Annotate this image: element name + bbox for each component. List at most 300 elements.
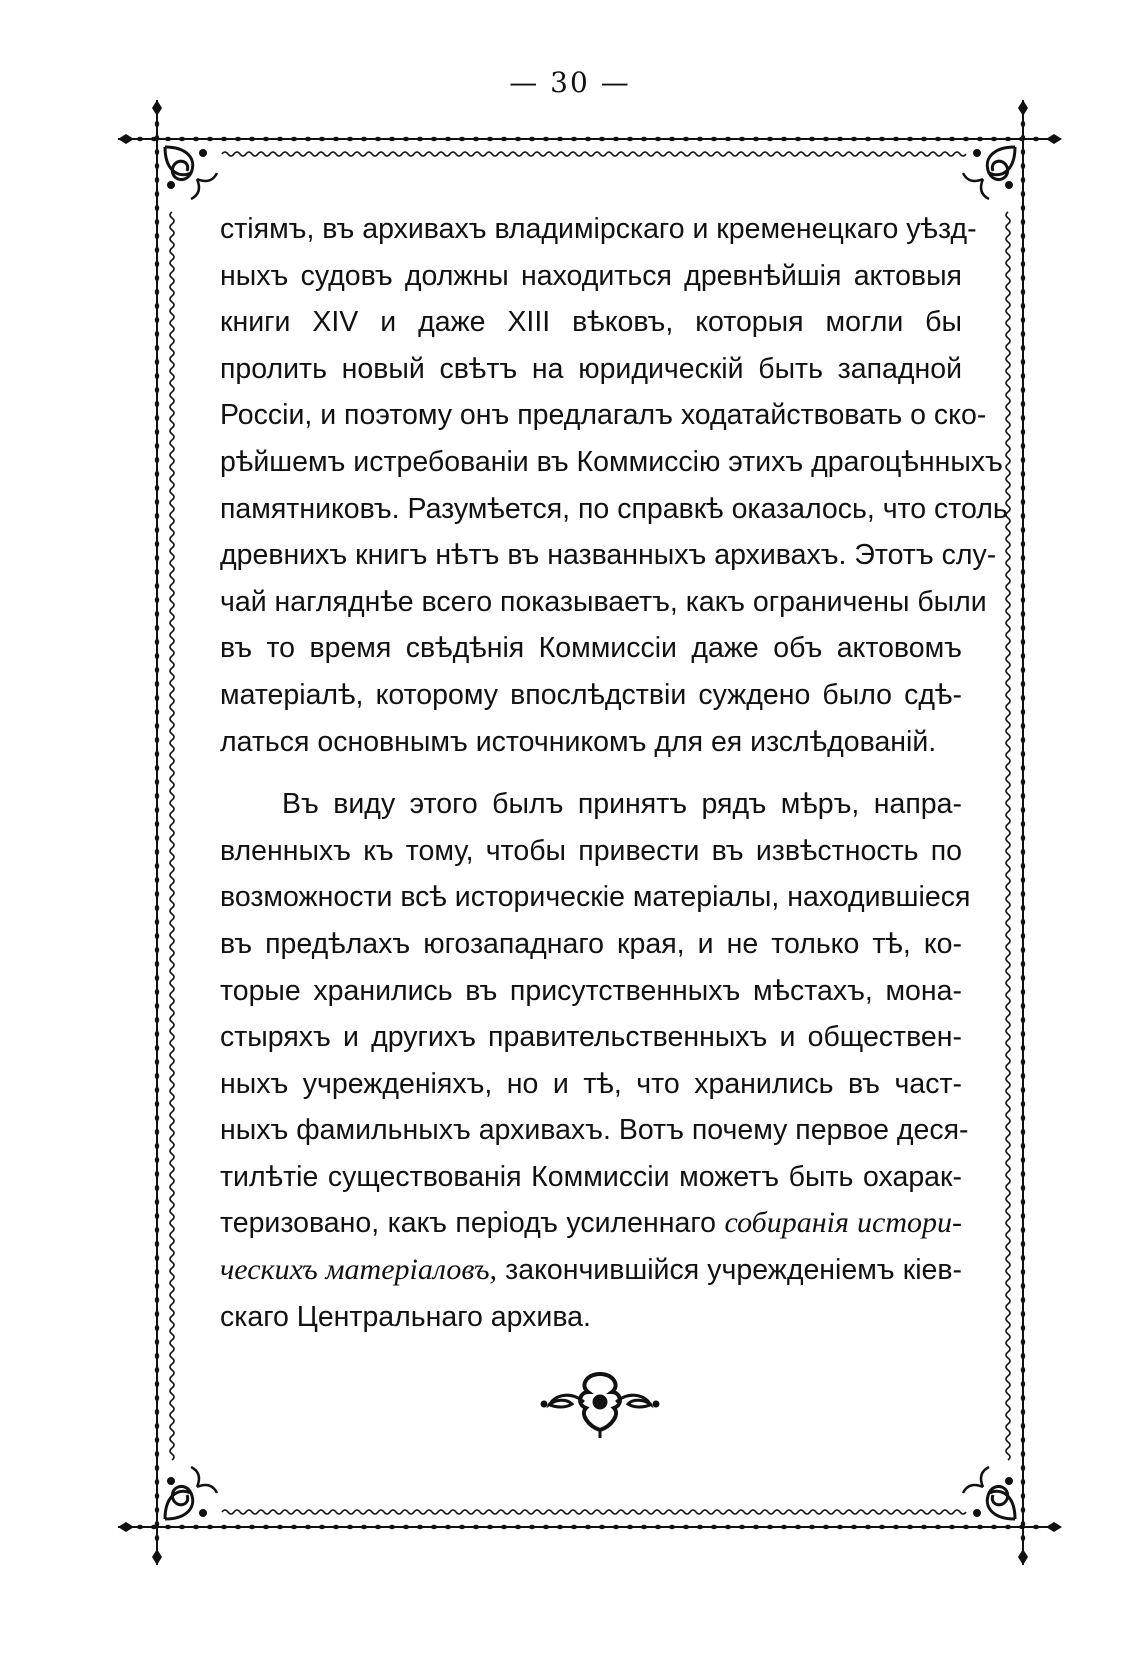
frame-bead [155,1325,159,1331]
frame-bead [1021,1283,1025,1289]
frame-bead [207,137,213,141]
frame-bead [501,137,507,141]
frame-bead [137,1525,143,1529]
frame-bead [155,849,159,855]
frame-bead [1021,905,1025,911]
frame-bead [809,1525,815,1529]
frame-bead [347,1525,353,1529]
frame-bead [305,137,311,141]
frame-bead [1021,569,1025,575]
frame-bead [935,1525,941,1529]
frame-bead [753,1525,759,1529]
frame-bead [711,1525,717,1529]
frame-bead [235,1525,241,1529]
frame-bead [137,137,143,141]
frame-bead [907,1525,913,1529]
frame-bead [781,1525,787,1529]
frame-bead [1021,639,1025,645]
frame-bead [1021,653,1025,659]
frame-bead [1021,1031,1025,1037]
frame-bead [1021,1185,1025,1191]
frame-bead [1021,345,1025,351]
frame-bead [1021,1339,1025,1345]
text-line: ныхъ фамильныхъ архивахъ. Вотъ почему первое деся- [220,1114,969,1147]
frame-bead [155,345,159,351]
frame-bead [585,1525,591,1529]
frame-bead [1021,681,1025,687]
frame-bead [155,1521,159,1527]
frame-bead [155,1003,159,1009]
italic-segment: ческихъ матеріаловъ, [220,1253,498,1287]
frame-bead [1033,137,1039,141]
frame-bead [1021,149,1025,155]
frame-bead [155,1213,159,1219]
frame-bead [1021,849,1025,855]
frame-bead [669,137,675,141]
frame-bead [627,1525,633,1529]
frame-bead [417,137,423,141]
frame-bead [155,821,159,827]
text-line: возможности всѣ историческіе матеріалы, находившіеся [220,881,971,914]
frame-bead [155,219,159,225]
text-line: рѣйшемъ истребованіи въ Коммиссію этихъ драгоцѣнныхъ [220,445,1003,478]
frame-bead [935,137,941,141]
corner-flourish-icon [963,147,1015,199]
frame-bead [795,1525,801,1529]
frame-bead [291,137,297,141]
frame-bead [1021,541,1025,547]
frame-bead [571,137,577,141]
frame-bead [1021,1199,1025,1205]
frame-bead [725,137,731,141]
frame-bead [1021,1115,1025,1121]
frame-bead [669,1525,675,1529]
frame-bead [1021,667,1025,673]
frame-bead [155,681,159,687]
frame-bead [1021,359,1025,365]
frame-bead [155,1185,159,1191]
frame-bead [179,137,185,141]
frame-bead [1021,793,1025,799]
frame-bead [1021,737,1025,743]
frame-bead [375,1525,381,1529]
frame-bead [1021,1255,1025,1261]
frame-bead [1021,723,1025,729]
frame-bead [473,137,479,141]
frame-bead [795,137,801,141]
frame-bead [155,1101,159,1107]
frame-bead [155,177,159,183]
frame-bead [1021,1409,1025,1415]
frame-bead [1021,1353,1025,1359]
frame-bead [155,1535,159,1541]
frame-bead [155,639,159,645]
frame-bead [155,1283,159,1289]
frame-bead [1021,779,1025,785]
frame-bead [487,1525,493,1529]
frame-bead [1021,1367,1025,1373]
frame-bead [739,1525,745,1529]
frame-bead [1021,387,1025,393]
frame-bead [823,137,829,141]
corner-flourish-icon [963,1467,1015,1519]
frame-bead [155,1395,159,1401]
text-line-mixed [220,1200,962,1247]
text-line: древнихъ книгъ нѣтъ въ названныхъ архивахъ. Этотъ слу- [220,539,997,572]
frame-bead [1021,765,1025,771]
frame-bead [155,1227,159,1233]
frame-bead [1021,835,1025,841]
frame-bead [571,1525,577,1529]
frame-bead [907,137,913,141]
frame-bead [1021,1087,1025,1093]
frame-bead [431,137,437,141]
text-line: ныхъ судовъ должны находиться древнѣйшія актовыя [220,259,962,292]
frame-bead [1021,1297,1025,1303]
text-line: стыряхъ и другихъ правительственныхъ и обществен- [220,1021,962,1054]
corner-flourish-icon [165,147,217,199]
italic-segment: собиранія истори- [724,1206,962,1240]
frame-bead [613,137,619,141]
body-text [220,206,1008,1340]
frame-bead [949,1525,955,1529]
frame-bead [155,961,159,967]
frame-bead [155,499,159,505]
frame-bead [851,137,857,141]
text-line-mixed [220,1247,962,1294]
frame-bead [305,1525,311,1529]
frame-bead [1021,1227,1025,1233]
frame-bead [155,919,159,925]
frame-bead [1021,499,1025,505]
frame-bead [865,1525,871,1529]
frame-bead [155,1423,159,1429]
frame-bead [879,137,885,141]
frame-bead [155,975,159,981]
frame-bead [155,625,159,631]
frame-bead [1021,1423,1025,1429]
frame-bead [1021,373,1025,379]
frame-bead [949,137,955,141]
vignette-icon [540,1368,660,1440]
frame-bead [879,1525,885,1529]
frame-bead [155,331,159,337]
frame-bead [1021,583,1025,589]
frame-bead [389,137,395,141]
frame-bead [155,275,159,281]
frame-bead [155,765,159,771]
frame-bead [155,233,159,239]
frame-bead [155,695,159,701]
frame-bead [543,1525,549,1529]
frame-bead [249,1525,255,1529]
frame-bead [1021,555,1025,561]
frame-bead [1033,1525,1039,1529]
frame-bead [155,1437,159,1443]
frame-bead [1021,457,1025,463]
frame-bead [1021,275,1025,281]
frame-bead [165,137,171,141]
frame-bead [1021,177,1025,183]
frame-bead [1021,807,1025,813]
frame-bead [1021,1521,1025,1527]
frame-bead [155,779,159,785]
frame-bead [473,1525,479,1529]
frame-bead [711,137,717,141]
frame-bead [193,1525,199,1529]
frame-bead [655,1525,661,1529]
frame-bead [155,793,159,799]
frame-bead [155,1199,159,1205]
frame-bead [291,1525,297,1529]
frame-bead [445,137,451,141]
frame-bead [1005,137,1011,141]
frame-bead [1021,1479,1025,1485]
frame-bead [851,1525,857,1529]
frame-bead [893,1525,899,1529]
frame-bead [557,137,563,141]
frame-bead [403,1525,409,1529]
frame-bead [599,137,605,141]
frame-bead [319,1525,325,1529]
text-line: въ предѣлахъ югозападнаго края, и не только тѣ, ко- [220,927,962,960]
frame-bead [155,373,159,379]
frame-bead [155,653,159,659]
frame-bead [155,387,159,393]
frame-bead [1021,163,1025,169]
frame-bead [155,1465,159,1471]
frame-bead [1021,1171,1025,1177]
frame-bead [361,137,367,141]
frame-bead [155,569,159,575]
frame-bead [155,709,159,715]
frame-bead [155,149,159,155]
frame-bead [543,137,549,141]
text-line: пролить новый свѣтъ на юридическій быть западной [220,352,962,385]
frame-bead [557,1525,563,1529]
frame-bead [599,1525,605,1529]
frame-bead [1021,191,1025,197]
frame-bead [977,137,983,141]
text-line: Россіи, и поэтому онъ предлагалъ ходатайствовать о ско- [220,399,987,432]
frame-bead [1021,1073,1025,1079]
frame-bead [1021,1507,1025,1513]
frame-bead [1021,289,1025,295]
frame-bead [155,1143,159,1149]
frame-bead [155,1115,159,1121]
frame-bead [921,137,927,141]
frame-bead [155,359,159,365]
frame-bead [1021,975,1025,981]
frame-bead [431,1525,437,1529]
frame-bead [1021,709,1025,715]
frame-bead [823,1525,829,1529]
frame-bead [155,835,159,841]
frame-bead [1021,1045,1025,1051]
frame-bead [155,667,159,673]
frame-bead [1021,1101,1025,1107]
text-line: чай нагляднѣе всего показываетъ, какъ ограничены были [220,585,987,618]
frame-bead [193,137,199,141]
frame-bead [837,1525,843,1529]
frame-bead [155,1255,159,1261]
frame-bead [1021,415,1025,421]
frame-bead [155,1367,159,1373]
frame-bead [333,1525,339,1529]
frame-bead [1021,527,1025,533]
frame-bead [1021,625,1025,631]
frame-bead [155,303,159,309]
frame-bead [155,1269,159,1275]
frame-bead [1021,443,1025,449]
frame-bead [529,1525,535,1529]
frame-bead [179,1525,185,1529]
frame-bead [375,137,381,141]
frame-bead [991,137,997,141]
frame-bead [1021,233,1025,239]
frame-bead [403,137,409,141]
frame-bead [641,1525,647,1529]
frame-bead [155,471,159,477]
frame-bead [1021,751,1025,757]
frame-bead [417,1525,423,1529]
frame-bead [641,137,647,141]
frame-bead [1021,821,1025,827]
frame-bead [655,137,661,141]
frame-bead [347,137,353,141]
frame-bead [155,737,159,743]
frame-bead [155,1087,159,1093]
frame-bead [155,527,159,533]
frame-bead [155,415,159,421]
text-line: матеріалѣ, которому впослѣдствіи суждено было сдѣ- [220,678,962,711]
frame-bead [155,135,159,141]
frame-bead [221,137,227,141]
frame-bead [697,137,703,141]
frame-bead [155,877,159,883]
frame-bead [155,989,159,995]
frame-bead [1021,331,1025,337]
frame-bead [1021,219,1025,225]
frame-bead [781,137,787,141]
frame-bead [1021,261,1025,267]
frame-bead [1021,1003,1025,1009]
frame-bead [155,1311,159,1317]
frame-bead [1021,317,1025,323]
frame-bead [155,1451,159,1457]
frame-bead [1021,989,1025,995]
frame-bead [1021,1241,1025,1247]
frame-bead [1021,877,1025,883]
frame-bead [963,1525,969,1529]
frame-bead [767,1525,773,1529]
frame-bead [893,137,899,141]
text-line: въ то время свѣдѣнія Коммиссіи даже объ актовомъ [220,632,962,665]
frame-bead [1021,919,1025,925]
frame-bead [319,137,325,141]
frame-bead [155,1409,159,1415]
frame-bead [277,137,283,141]
frame-bead [921,1525,927,1529]
frame-bead [155,1031,159,1037]
frame-bead [459,137,465,141]
paragraph-gap [220,765,962,781]
frame-bead [155,1381,159,1387]
frame-bead [515,1525,521,1529]
frame-bead [1021,1059,1025,1065]
frame-bead [865,137,871,141]
frame-bead [155,1297,159,1303]
frame-bead [155,1353,159,1359]
frame-bead [155,905,159,911]
frame-bead [1021,1017,1025,1023]
frame-bead [155,807,159,813]
text-segment: теризовано, какъ періодъ усиленнаго [220,1207,716,1240]
frame-bead [277,1525,283,1529]
frame-bead [155,247,159,253]
text-line: латься основнымъ источникомъ для ея изслѣдованій. [220,725,937,758]
frame-bead [1021,695,1025,701]
frame-bead [1021,429,1025,435]
frame-bead [585,137,591,141]
frame-bead [1021,513,1025,519]
frame-bead [1021,205,1025,211]
frame-bead [1021,485,1025,491]
frame-bead [155,513,159,519]
frame-bead [1021,1157,1025,1163]
frame-bead [361,1525,367,1529]
frame-bead [487,137,493,141]
frame-bead [1021,933,1025,939]
corner-flourish-icon [165,1467,217,1519]
frame-bead [725,1525,731,1529]
text-line: скаго Центральнаго архива. [220,1300,591,1333]
text-line: стіямъ, въ архивахъ владимірскаго и кременецкаго уѣзд- [220,213,977,245]
frame-bead [155,317,159,323]
frame-bead [1021,891,1025,897]
frame-bead [459,1525,465,1529]
frame-bead [207,1525,213,1529]
frame-bead [155,1493,159,1499]
frame-bead [1021,303,1025,309]
frame-bead [613,1525,619,1529]
frame-bead [1021,1465,1025,1471]
frame-bead [155,863,159,869]
text-line: Въ виду этого былъ принятъ рядъ мѣръ, напра- [282,788,962,821]
frame-bead [155,933,159,939]
frame-bead [1021,947,1025,953]
frame-bead [1021,1381,1025,1387]
frame-bead [1021,1437,1025,1443]
frame-bead [1021,1493,1025,1499]
frame-bead [155,541,159,547]
frame-bead [155,401,159,407]
frame-bead [1021,1143,1025,1149]
frame-bead [977,1525,983,1529]
frame-bead [1021,611,1025,617]
frame-bead [155,1241,159,1247]
frame-bead [155,1339,159,1345]
text-line: торые хранились въ присутственныхъ мѣстахъ, мона- [220,974,962,1007]
frame-bead [1021,961,1025,967]
frame-bead [529,137,535,141]
text-line: книги XIV и даже XIII вѣковъ, которыя могли бы [220,306,962,339]
frame-bead [683,1525,689,1529]
frame-bead [155,1073,159,1079]
frame-bead [1021,471,1025,477]
frame-bead [1021,121,1025,127]
frame-bead [165,1525,171,1529]
